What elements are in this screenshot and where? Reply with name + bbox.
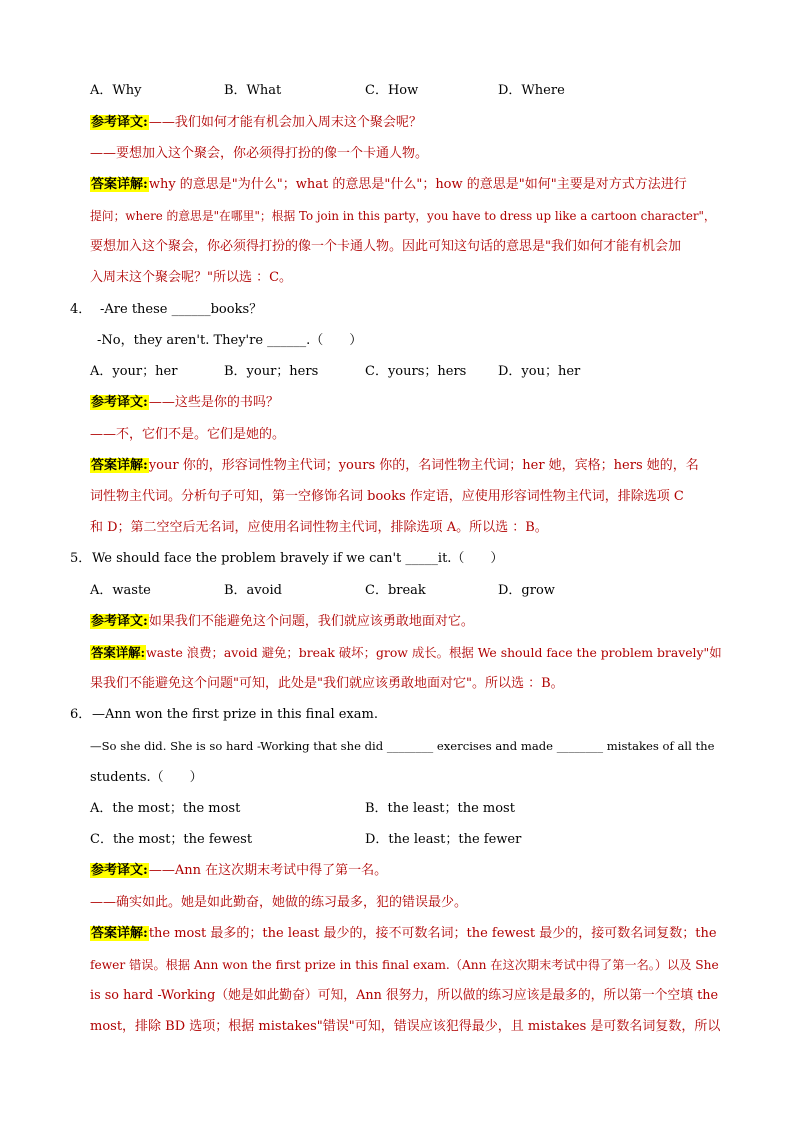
q5-stem-1: We should face the problem bravely if we can't _____it.（ ） [92, 551, 504, 566]
q4-translation: 参考译文:——这些是你的书吗？ [91, 395, 279, 410]
q5-option-d: D．grow [498, 583, 555, 598]
q6-stem-1: —Ann won the first prize in this final exam. [92, 707, 378, 722]
q5-explain-2: 果我们不能避免这个问题"可知，此处是"我们就应该勇敢地面对它"。所以选 ：B。 [90, 676, 564, 691]
explain-label: 答案详解: [91, 645, 146, 660]
q5-explain: 答案详解:waste 浪费；avoid 避免；break 破坏；grow 成长。根据 We should face the problem bravely"如 [91, 645, 722, 660]
q5-option-c: C．break [365, 583, 426, 598]
q5-option-b: B．avoid [224, 583, 282, 598]
q4-option-d: D．you；her [498, 364, 581, 379]
q6-translation: 参考译文:——Ann 在这次期末考试中得了第一名。 [91, 863, 388, 878]
q5-number: 5． [70, 551, 92, 566]
q4-explain-2: 词性物主代词。分析句子可知，第一空修饰名词 books 作定语，应使用形容词性物主代词，排除选项 C [90, 489, 684, 504]
q6-number: 6． [70, 707, 92, 722]
q3-option-a: A．Why [90, 83, 142, 98]
translation-label: 参考译文: [91, 115, 148, 130]
q4-stem-2: -No，they aren't. They're ______.（ ） [97, 333, 363, 348]
q3-option-b: B．What [224, 83, 282, 98]
translation-label: 参考译文: [91, 614, 148, 629]
q6-explain-3: is so hard -Working（她是如此勤奋）可知，Ann 很努力，所以做的练习应该是最多的，所以第一个空填 the [90, 988, 719, 1003]
q4-stem-1: -Are these ______books？ [100, 302, 263, 317]
q3-explain-4: 入周末这个聚会呢？"所以选 ：C。 [90, 270, 293, 285]
q6-stem-2: —So she did. She is so hard -Working that she did ________ exercises and made ________ mistakes of all the [90, 739, 715, 753]
q3-explain-3: 要想加入这个聚会，你必须得打扮的像一个卡通人物。因此可知这句话的意思是"我们如何才能有机会加 [90, 239, 681, 254]
q3-option-c: C．How [365, 83, 419, 98]
q4-option-b: B．your；hers [224, 364, 319, 379]
q6-explain-4: most，排除 BD 选项；根据 mistakes"错误"可知，错误应该犯得最少，且 mistakes 是可数名词复数，所以 [90, 1019, 721, 1034]
q6-explain: 答案详解:the most 最多的；the least 最少的，接不可数名词；the fewest 最少的，接可数名词复数；the [91, 926, 717, 941]
translation-label: 参考译文: [91, 863, 148, 878]
q6-option-b: B．the least；the most [365, 801, 515, 816]
q3-explain: 答案详解:why 的意思是"为什么"；what 的意思是"什么"；how 的意思是"如何"主要是对方式方法进行 [91, 177, 687, 192]
q6-explain-2: fewer 错误。根据 Ann won the first prize in this final exam.（Ann 在这次期末考试中得了第一名。）以及 She [90, 958, 719, 972]
q4-explain: 答案详解:your 你的，形容词性物主代词；yours 你的，名词性物主代词；her 她，宾格；hers 她的，名 [91, 458, 699, 473]
q5-translation: 参考译文:如果我们不能避免这个问题，我们就应该勇敢地面对它。 [91, 614, 474, 629]
q6-option-c: C．the most；the fewest [90, 832, 253, 847]
q4-translation-2: ——不，它们不是。它们是她的。 [90, 427, 286, 442]
q4-explain-3: 和 D；第二空空后无名词，应使用名词性物主代词，排除选项 A。所以选 ：B。 [90, 520, 548, 535]
q6-stem-3: students.（ ） [90, 770, 203, 785]
q3-translation: 参考译文:——我们如何才能有机会加入周末这个聚会呢？ [91, 115, 422, 130]
q6-translation-2: ——确实如此。她是如此勤奋，她做的练习最多，犯的错误最少。 [90, 895, 468, 910]
q5-option-a: A．waste [90, 583, 151, 598]
explain-label: 答案详解: [91, 458, 148, 473]
q3-translation-2: ——要想加入这个聚会，你必须得打扮的像一个卡通人物。 [90, 146, 429, 161]
q3-option-d: D．Where [498, 83, 565, 98]
q6-option-d: D．the least；the fewer [365, 832, 522, 847]
q6-option-a: A．the most；the most [90, 801, 241, 816]
q4-option-c: C．yours；hers [365, 364, 467, 379]
q3-explain-2: 提问；where 的意思是"在哪里"；根据 To join in this party，you have to dress up like a cartoon character"， [90, 209, 716, 223]
explain-label: 答案详解: [91, 177, 148, 192]
explain-label: 答案详解: [91, 926, 148, 941]
translation-label: 参考译文: [91, 395, 148, 410]
q4-option-a: A．your；her [90, 364, 178, 379]
q4-number: 4． [70, 302, 92, 317]
